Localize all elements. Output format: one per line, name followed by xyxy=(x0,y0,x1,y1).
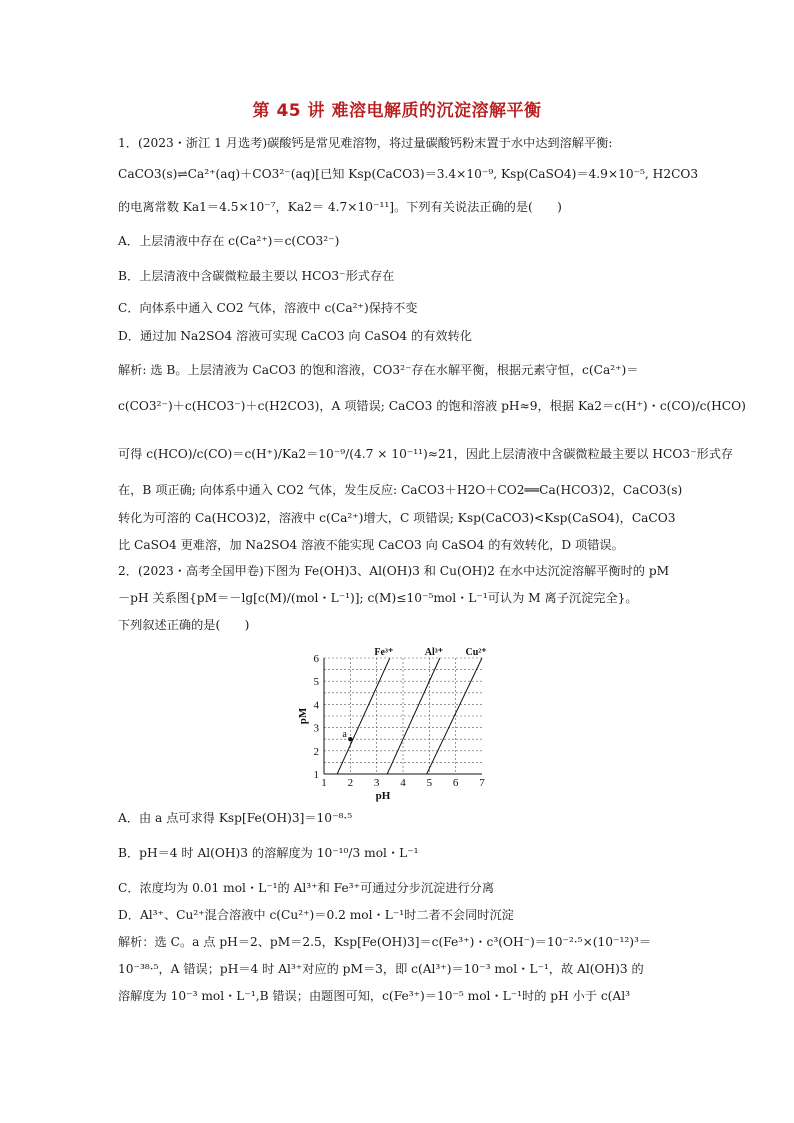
q1-option-b: B．上层清液中含碳微粒最主要以 HCO3⁻形式存在 xyxy=(118,269,395,283)
q1-analysis-6: 比 CaSO4 更难溶，加 Na2SO4 溶液不能实现 CaCO3 向 CaSO4 的有效转化，D 项错误。 xyxy=(118,538,624,552)
q2-analysis-3: 溶解度为 10⁻³ mol・L⁻¹,B 错误；由题图可知，c(Fe³⁺)＝10⁻⁵ mol・L⁻¹时的 pH 小于 c(Al³ xyxy=(118,989,631,1003)
y-tick-label: 6 xyxy=(313,653,319,665)
x-tick-label: 7 xyxy=(479,777,485,789)
y-tick-label: 1 xyxy=(313,769,319,781)
point-a-label: a xyxy=(342,729,347,741)
q2-analysis-2: 10⁻³⁸·⁵，A 错误；pH＝4 时 Al³⁺对应的 pM＝3，即 c(Al³⁺)＝10⁻³ mol・L⁻¹，故 Al(OH)3 的 xyxy=(118,962,644,976)
q1-analysis-1: 解析: 选 B。上层清液为 CaCO3 的饱和溶液，CO3²⁻存在水解平衡，根据元素守恒，c(Ca²⁺)＝ xyxy=(118,363,639,377)
q1-line-2: CaCO3(s)⇌Ca²⁺(aq)＋CO3²⁻(aq)[已知 Ksp(CaCO3)＝3.4×10⁻⁹, Ksp(CaSO4)＝4.9×10⁻⁵, H2CO3 xyxy=(118,167,699,181)
q1-line-1: 1．(2023・浙江 1 月选考)碳酸钙是常见难溶物，将过量碳酸钙粉末置于水中达到溶解平衡: xyxy=(118,136,613,150)
pm-ph-chart xyxy=(296,644,496,804)
x-tick-label: 6 xyxy=(452,777,459,789)
q2-option-c: C．浓度均为 0.01 mol・L⁻¹的 Al³⁺和 Fe³⁺可通过分步沉淀进行分离 xyxy=(118,881,495,895)
y-tick-label: 5 xyxy=(313,676,319,689)
x-tick-label: 2 xyxy=(347,777,354,789)
series-label-1: Al³⁺ xyxy=(424,647,444,658)
y-axis-label: pM xyxy=(297,707,309,725)
q2-option-a: A．由 a 点可求得 Ksp[Fe(OH)3]＝10⁻⁸·⁵ xyxy=(118,811,353,825)
q2-option-b: B．pH＝4 时 Al(OH)3 的溶解度为 10⁻¹⁰/3 mol・L⁻¹ xyxy=(118,846,419,860)
q1-analysis-3: 可得 c(HCO)/c(CO)＝c(H⁺)/Ka2＝10⁻⁹/(4.7 × 10⁻¹¹)≈21，因此上层清液中含碳微粒最主要以 HCO3⁻形式存 xyxy=(118,447,734,461)
q2-line-1: 2．(2023・高考全国甲卷)下图为 Fe(OH)3、Al(OH)3 和 Cu(OH)2 在水中达沉淀溶解平衡时的 pM xyxy=(118,564,670,578)
q1-option-c: C．向体系中通入 CO2 气体，溶液中 c(Ca²⁺)保持不变 xyxy=(118,301,418,315)
y-tick-label: 2 xyxy=(313,745,319,758)
x-tick-label: 5 xyxy=(426,777,433,789)
series-label-2: Cu²⁺ xyxy=(465,647,487,658)
x-tick-label: 1 xyxy=(321,777,327,789)
x-tick-label: 3 xyxy=(373,777,380,789)
q2-line-3: 下列叙述正确的是( ) xyxy=(118,618,250,632)
q2-option-d: D．Al³⁺、Cu²⁺混合溶液中 c(Cu²⁺)＝0.2 mol・L⁻¹时二者不会同时沉淀 xyxy=(118,908,514,922)
q1-option-d: D．通过加 Na2SO4 溶液可实现 CaCO3 向 CaSO4 的有效转化 xyxy=(118,329,472,343)
x-tick-label: 4 xyxy=(400,777,406,789)
q1-analysis-2: c(CO3²⁻)＋c(HCO3⁻)＋c(H2CO3)，A 项错误; CaCO3 的饱和溶液 pH≈9，根据 Ka2＝c(H⁺)・c(CO)/c(HCO) xyxy=(118,399,746,413)
series-label-0: Fe³⁺ xyxy=(374,647,394,658)
series-line-1 xyxy=(387,658,440,774)
q1-option-a: A．上层清液中存在 c(Ca²⁺)＝c(CO3²⁻) xyxy=(118,234,340,248)
q1-analysis-4: 在，B 项正确; 向体系中通入 CO2 气体，发生反应: CaCO3＋H2O＋CO2══Ca(HCO3)2，CaCO3(s) xyxy=(118,483,683,497)
q1-line-3: 的电离常数 Ka1＝4.5×10⁻⁷，Ka2＝ 4.7×10⁻¹¹]。下列有关说法正确的是( ) xyxy=(118,200,562,214)
point-a-marker xyxy=(348,737,352,741)
x-axis-label: pH xyxy=(375,790,391,802)
y-tick-label: 4 xyxy=(313,699,319,712)
q2-analysis-1: 解析：选 C。a 点 pH＝2、pM＝2.5，Ksp[Fe(OH)3]＝c(Fe³⁺)・c³(OH⁻)＝10⁻²·⁵×(10⁻¹²)³＝ xyxy=(118,935,652,949)
q1-analysis-5: 转化为可溶的 Ca(HCO3)2，溶液中 c(Ca²⁺)增大，C 项错误; Ksp(CaCO3)<Ksp(CaSO4)，CaCO3 xyxy=(118,511,676,525)
page-title: 第 45 讲 难溶电解质的沉淀溶解平衡 xyxy=(252,101,542,121)
y-tick-label: 3 xyxy=(313,722,319,735)
q2-line-2: －pH 关系图{pM＝－lg[c(M)/(mol・L⁻¹)]; c(M)≤10⁻⁵mol・L⁻¹可认为 M 离子沉淀完全}。 xyxy=(118,591,638,605)
